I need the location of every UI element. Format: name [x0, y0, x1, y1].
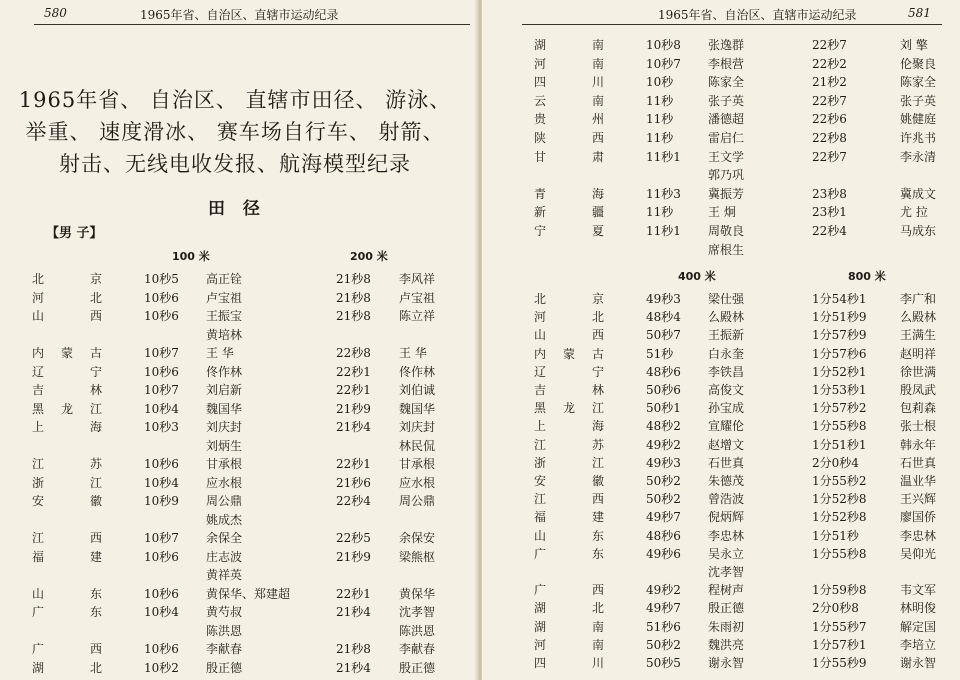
time-cell: 10秒7: [144, 383, 179, 397]
athlete-cell: 梁熊枢: [399, 549, 436, 564]
province-cell: 江西: [534, 492, 604, 507]
athlete-cell: 李献春: [399, 642, 436, 656]
athlete-cell: 王 炯: [708, 205, 736, 220]
province-cell: 北京: [32, 272, 102, 286]
province-cell: 浙江: [534, 455, 604, 470]
athlete-cell: 倪炳辉: [708, 510, 745, 525]
running-header: 1965年省、自治区、直辖市运动纪录: [140, 8, 339, 22]
time-cell: 22秒5: [336, 531, 371, 545]
athlete-cell: 陈立祥: [399, 309, 436, 323]
athlete-cell: 周公鼎: [399, 494, 436, 508]
athlete-cell: 李永清: [900, 149, 937, 164]
athlete-cell: 陈洪恩: [206, 623, 243, 638]
athlete-cell: 李忠林: [900, 528, 937, 543]
time-cell: 22秒7: [812, 93, 847, 108]
time-cell: 10秒9: [144, 494, 179, 508]
athlete-cell: 伦聚良: [900, 56, 937, 71]
time-cell: 10秒6: [144, 549, 179, 564]
athlete-cell: 郭乃巩: [708, 168, 745, 183]
time-cell: 48秒2: [646, 419, 681, 434]
athlete-cell: 王 华: [399, 346, 427, 360]
time-cell: 10秒8: [646, 38, 681, 52]
athlete-cell: 冀振芳: [708, 186, 745, 201]
time-cell: 49秒7: [646, 510, 681, 525]
time-cell: 11秒: [646, 205, 674, 220]
athlete-cell: 席根生: [708, 242, 745, 257]
time-cell: 11秒: [646, 112, 674, 127]
athlete-cell: 沈孝智: [399, 605, 436, 619]
province-cell: 江西: [32, 531, 102, 545]
time-cell: 10秒6: [144, 364, 179, 379]
athlete-cell: 黄祥英: [206, 568, 243, 582]
athlete-cell: 吴永立: [708, 546, 745, 561]
left-page: [0, 0, 478, 680]
athlete-cell: 高俊文: [708, 383, 745, 397]
athlete-cell: 冀成文: [900, 186, 937, 201]
athlete-cell: 甘承根: [399, 457, 436, 471]
title-line-1: 1965年省、 自治区、 直辖市田径、 游泳、: [18, 88, 452, 112]
time-cell: 10秒6: [144, 309, 179, 323]
athlete-cell: 李铁昌: [708, 364, 745, 379]
time-cell: 1分52秒1: [812, 364, 867, 379]
province-cell: 河南: [534, 56, 604, 71]
time-cell: 21秒8: [336, 309, 371, 323]
time-cell: 50秒1: [646, 401, 681, 416]
province-cell: 湖南: [534, 619, 604, 634]
time-cell: 1分57秒9: [812, 328, 867, 343]
province-cell: 黑龙江: [534, 401, 604, 416]
athlete-cell: 程树声: [708, 583, 745, 598]
time-cell: 48秒6: [646, 528, 681, 543]
time-cell: 49秒7: [646, 601, 681, 616]
time-cell: 23秒1: [812, 205, 847, 220]
athlete-cell: 谢永智: [708, 656, 745, 670]
athlete-cell: 曾浩波: [708, 492, 745, 507]
athlete-cell: 么殿林: [900, 310, 937, 325]
column-header-100m: 100 米: [172, 250, 210, 263]
athlete-cell: 李广和: [900, 292, 937, 306]
time-cell: 21秒8: [336, 642, 371, 656]
athlete-cell: 殷正德: [399, 660, 436, 675]
time-cell: 22秒8: [336, 346, 371, 360]
province-cell: 江苏: [534, 437, 604, 452]
athlete-cell: 雷启仁: [708, 131, 745, 145]
athlete-cell: 卢宝祖: [399, 290, 436, 305]
athlete-cell: 林明俊: [900, 601, 937, 616]
time-cell: 49秒3: [646, 455, 681, 470]
time-cell: 11秒: [646, 93, 674, 108]
time-cell: 1分55秒7: [812, 619, 867, 634]
province-cell: 广西: [32, 642, 102, 656]
athlete-cell: 石世真: [900, 455, 937, 470]
athlete-cell: 黄培林: [206, 327, 243, 342]
athlete-cell: 徐世满: [900, 364, 937, 379]
province-cell: 吉林: [32, 383, 102, 397]
time-cell: 10秒5: [144, 272, 179, 286]
time-cell: 22秒1: [336, 457, 371, 471]
time-cell: 10秒6: [144, 586, 179, 601]
province-cell: 河南: [534, 637, 604, 652]
province-cell: 广东: [534, 546, 604, 561]
province-cell: 广西: [534, 583, 604, 598]
time-cell: 51秒: [646, 346, 674, 361]
time-cell: 50秒7: [646, 328, 681, 343]
header-rule: [522, 24, 942, 25]
time-cell: 10秒6: [144, 290, 179, 305]
time-cell: 22秒7: [812, 149, 847, 164]
table-row: [0, 661, 478, 680]
athlete-cell: 朱德茂: [708, 474, 745, 488]
athlete-cell: 李忠林: [708, 528, 745, 543]
athlete-cell: 尤 拉: [900, 205, 928, 220]
time-cell: 1分55秒8: [812, 419, 867, 434]
time-cell: 22秒1: [336, 383, 371, 397]
time-cell: 48秒6: [646, 364, 681, 379]
time-cell: 10秒6: [144, 457, 179, 471]
table-row: [482, 243, 960, 267]
running-header: 1965年省、自治区、直辖市运动纪录: [658, 8, 857, 22]
time-cell: 10秒7: [144, 531, 179, 545]
province-cell: 福建: [32, 549, 102, 564]
time-cell: 50秒2: [646, 637, 681, 652]
athlete-cell: 庄志波: [206, 549, 243, 564]
athlete-cell: 刘启新: [206, 383, 243, 397]
time-cell: 21秒8: [336, 290, 371, 305]
time-cell: 49秒3: [646, 292, 681, 306]
time-cell: 1分55秒8: [812, 546, 867, 561]
athlete-cell: 佟作林: [206, 364, 243, 379]
athlete-cell: 应水根: [399, 475, 436, 490]
time-cell: 10秒3: [144, 420, 179, 434]
athlete-cell: 姚成杰: [206, 512, 243, 527]
athlete-cell: 谢永智: [900, 656, 937, 670]
athlete-cell: 殷正德: [708, 601, 745, 616]
section-heading: 田 径: [208, 199, 266, 219]
time-cell: 1分51秒: [812, 528, 859, 543]
athlete-cell: 刘 擎: [900, 38, 928, 52]
athlete-cell: 赵明祥: [900, 346, 937, 361]
time-cell: 10秒6: [144, 642, 179, 656]
athlete-cell: 余保全: [206, 531, 243, 545]
athlete-cell: 甘承根: [206, 457, 243, 471]
athlete-cell: 卢宝祖: [206, 290, 243, 305]
time-cell: 10秒7: [144, 346, 179, 360]
title-line-2: 举重、 速度滑冰、 赛车场自行车、 射箭、: [25, 120, 445, 144]
time-cell: 1分51秒9: [812, 310, 867, 325]
athlete-cell: 李风祥: [399, 272, 436, 286]
time-cell: 49秒2: [646, 583, 681, 598]
column-header-200m: 200 米: [350, 250, 388, 263]
athlete-cell: 黄保华: [399, 586, 436, 601]
time-cell: 21秒4: [336, 420, 371, 434]
time-cell: 22秒2: [812, 56, 847, 71]
province-cell: 辽宁: [32, 364, 102, 379]
athlete-cell: 陈家全: [900, 75, 937, 90]
title-line-3: 射击、无线电收发报、航海模型纪录: [59, 152, 411, 176]
time-cell: 49秒2: [646, 437, 681, 452]
athlete-cell: 孙宝成: [708, 401, 745, 416]
province-cell: 上海: [534, 419, 604, 434]
time-cell: 11秒1: [646, 149, 681, 164]
province-cell: 四川: [534, 75, 604, 90]
athlete-cell: 陈洪恩: [399, 623, 436, 638]
time-cell: 1分55秒2: [812, 474, 867, 488]
athlete-cell: 温业华: [900, 474, 937, 488]
time-cell: 2分0秒8: [812, 601, 859, 616]
athlete-cell: 刘炳生: [206, 438, 243, 453]
athlete-cell: 韩永年: [900, 437, 937, 452]
athlete-cell: 潘德超: [708, 112, 745, 127]
province-cell: 甘肃: [534, 149, 604, 164]
athlete-cell: 许兆书: [900, 131, 937, 145]
time-cell: 50秒5: [646, 656, 681, 670]
athlete-cell: 王满生: [900, 328, 937, 343]
province-cell: 云南: [534, 93, 604, 108]
province-cell: 湖北: [534, 601, 604, 616]
time-cell: 23秒8: [812, 186, 847, 201]
province-cell: 青海: [534, 186, 604, 201]
athlete-cell: 王振宝: [206, 309, 243, 323]
time-cell: 22秒7: [812, 38, 847, 52]
time-cell: 21秒4: [336, 660, 371, 675]
province-cell: 宁夏: [534, 224, 604, 238]
province-cell: 北京: [534, 292, 604, 306]
athlete-cell: 廖国侨: [900, 510, 937, 525]
athlete-cell: 殷凤武: [900, 383, 937, 397]
time-cell: 50秒6: [646, 383, 681, 397]
athlete-cell: 佟作林: [399, 364, 436, 379]
athlete-cell: 梁仕强: [708, 292, 745, 306]
province-cell: 湖南: [534, 38, 604, 52]
time-cell: 21秒4: [336, 605, 371, 619]
province-cell: 山东: [32, 586, 102, 601]
athlete-cell: 魏国华: [206, 401, 243, 416]
table-row: [482, 656, 960, 680]
athlete-cell: 解定国: [900, 619, 937, 634]
athlete-cell: 黄保华、郑建超: [206, 586, 291, 601]
province-cell: 新疆: [534, 205, 604, 220]
athlete-cell: 么殿林: [708, 310, 745, 325]
time-cell: 22秒1: [336, 586, 371, 601]
athlete-cell: 包莉森: [900, 401, 937, 416]
time-cell: 10秒2: [144, 660, 179, 675]
athlete-cell: 李培立: [900, 637, 937, 652]
athlete-cell: 应水根: [206, 475, 243, 490]
athlete-cell: 魏国华: [399, 401, 436, 416]
time-cell: 10秒4: [144, 475, 179, 490]
province-cell: 河北: [534, 310, 604, 325]
athlete-cell: 王文学: [708, 149, 745, 164]
page-number: 580: [44, 6, 67, 20]
time-cell: 22秒8: [812, 131, 847, 145]
province-cell: 湖北: [32, 660, 102, 675]
right-page: [482, 0, 960, 680]
province-cell: 内蒙古: [32, 346, 102, 360]
province-cell: 安徽: [534, 474, 604, 488]
time-cell: 21秒9: [336, 401, 371, 416]
column-header-400m: 400 米: [678, 270, 716, 283]
category-label: 【男 子】: [46, 226, 103, 241]
time-cell: 2分0秒4: [812, 455, 859, 470]
province-cell: 陕西: [534, 131, 604, 145]
athlete-cell: 李献春: [206, 642, 243, 656]
province-cell: 上海: [32, 420, 102, 434]
province-cell: 江苏: [32, 457, 102, 471]
time-cell: 1分52秒8: [812, 492, 867, 507]
time-cell: 21秒9: [336, 549, 371, 564]
time-cell: 21秒8: [336, 272, 371, 286]
province-cell: 辽宁: [534, 364, 604, 379]
time-cell: 1分55秒9: [812, 656, 867, 670]
time-cell: 1分54秒1: [812, 292, 867, 306]
province-cell: 黑龙江: [32, 401, 102, 416]
time-cell: 10秒: [646, 75, 674, 90]
time-cell: 11秒3: [646, 186, 681, 201]
time-cell: 21秒6: [336, 475, 371, 490]
athlete-cell: 张子英: [900, 93, 937, 108]
time-cell: 1分57秒6: [812, 346, 867, 361]
athlete-cell: 刘庆封: [399, 420, 436, 434]
athlete-cell: 沈孝智: [708, 565, 745, 579]
province-cell: 安徽: [32, 494, 102, 508]
province-cell: 内蒙古: [534, 346, 604, 361]
time-cell: 50秒2: [646, 474, 681, 488]
time-cell: 22秒1: [336, 364, 371, 379]
athlete-cell: 王兴辉: [900, 492, 937, 507]
athlete-cell: 白永奎: [708, 346, 745, 361]
header-rule: [34, 24, 470, 25]
time-cell: 10秒4: [144, 605, 179, 619]
time-cell: 21秒2: [812, 75, 847, 90]
athlete-cell: 姚健庭: [900, 112, 937, 127]
athlete-cell: 魏洪亮: [708, 637, 745, 652]
time-cell: 22秒4: [336, 494, 371, 508]
athlete-cell: 李根营: [708, 56, 745, 71]
column-header-800m: 800 米: [848, 270, 886, 283]
time-cell: 22秒6: [812, 112, 847, 127]
time-cell: 51秒6: [646, 619, 681, 634]
athlete-cell: 张子英: [708, 93, 745, 108]
athlete-cell: 殷正德: [206, 660, 243, 675]
time-cell: 1分51秒1: [812, 437, 867, 452]
time-cell: 1分57秒1: [812, 637, 867, 652]
page-number: 581: [908, 6, 931, 20]
province-cell: 广东: [32, 605, 102, 619]
time-cell: 10秒4: [144, 401, 179, 416]
athlete-cell: 宣耀伦: [708, 419, 745, 434]
time-cell: 50秒2: [646, 492, 681, 507]
time-cell: 11秒1: [646, 224, 681, 238]
athlete-cell: 周公鼎: [206, 494, 243, 508]
time-cell: 11秒: [646, 131, 674, 145]
athlete-cell: 余保安: [399, 531, 436, 545]
province-cell: 浙江: [32, 475, 102, 490]
athlete-cell: 刘伯诚: [399, 383, 436, 397]
time-cell: 22秒4: [812, 224, 847, 238]
province-cell: 四川: [534, 656, 604, 670]
time-cell: 48秒4: [646, 310, 681, 325]
athlete-cell: 黄芍叔: [206, 605, 243, 619]
province-cell: 山东: [534, 528, 604, 543]
time-cell: 1分57秒2: [812, 401, 867, 416]
province-cell: 山西: [32, 309, 102, 323]
athlete-cell: 赵增文: [708, 437, 745, 452]
athlete-cell: 张逸群: [708, 38, 745, 52]
athlete-cell: 刘庆封: [206, 420, 243, 434]
time-cell: 10秒7: [646, 56, 681, 71]
province-cell: 河北: [32, 290, 102, 305]
athlete-cell: 林民侃: [399, 438, 436, 453]
time-cell: 1分59秒8: [812, 583, 867, 598]
athlete-cell: 周敬良: [708, 224, 745, 238]
province-cell: 山西: [534, 328, 604, 343]
province-cell: 吉林: [534, 383, 604, 397]
time-cell: 49秒6: [646, 546, 681, 561]
athlete-cell: 王振新: [708, 328, 745, 343]
athlete-cell: 吴仰光: [900, 546, 937, 561]
athlete-cell: 石世真: [708, 455, 745, 470]
athlete-cell: 韦文军: [900, 583, 937, 598]
athlete-cell: 朱雨初: [708, 619, 745, 634]
athlete-cell: 陈家全: [708, 75, 745, 90]
athlete-cell: 张士根: [900, 419, 937, 434]
province-cell: 福建: [534, 510, 604, 525]
athlete-cell: 马成东: [900, 224, 937, 238]
athlete-cell: 王 华: [206, 346, 234, 360]
time-cell: 1分53秒1: [812, 383, 867, 397]
athlete-cell: 高正铨: [206, 272, 243, 286]
time-cell: 1分52秒8: [812, 510, 867, 525]
province-cell: 贵州: [534, 112, 604, 127]
